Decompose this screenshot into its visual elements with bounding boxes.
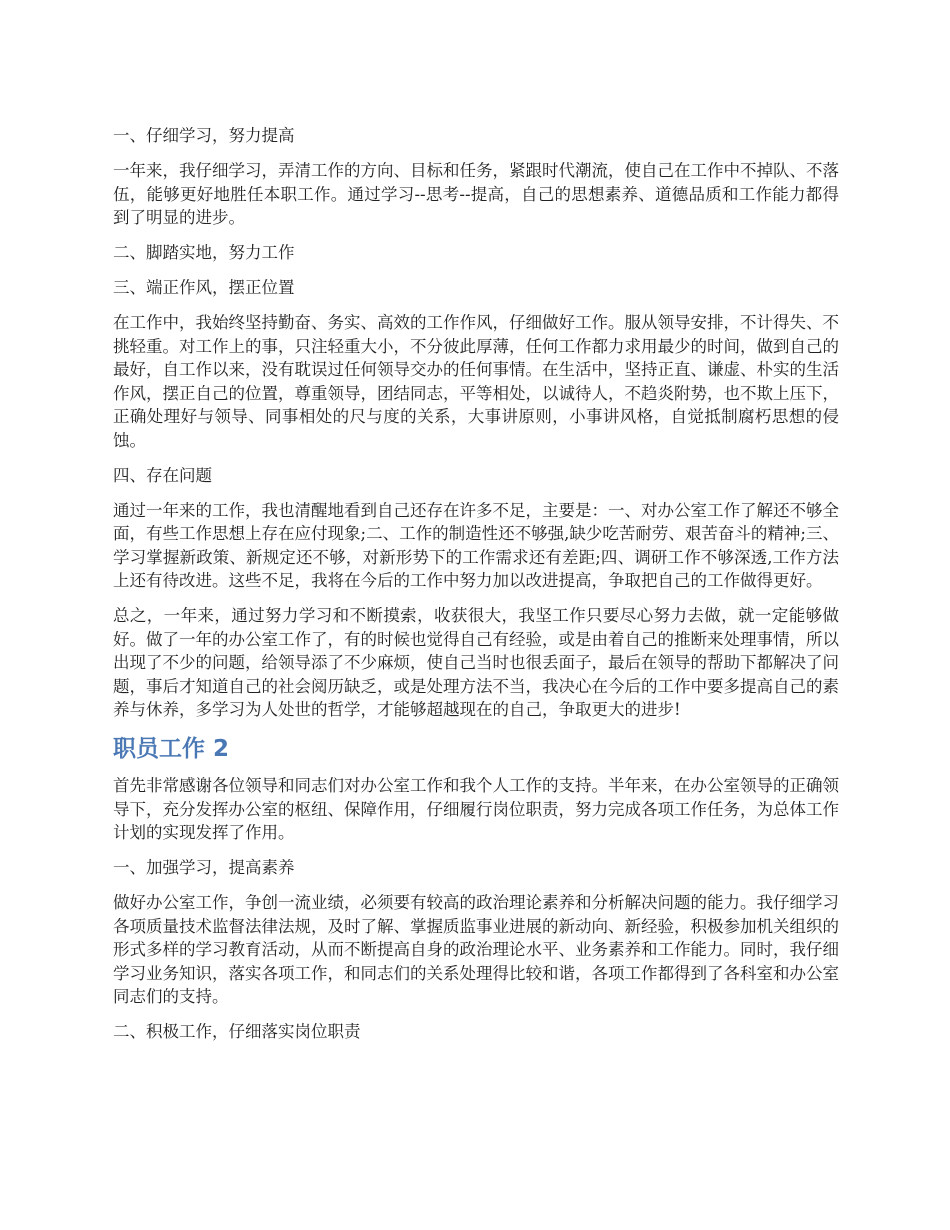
paragraph: 通过一年来的工作，我也清醒地看到自己还存在许多不足，主要是：一、对办公室工作了解还不够全面，有些工作思想上存在应付现象;二、工作的制造性还不够强,缺少吃苦耐劳、艰苦奋斗的精神;三、学习掌握新政策、新规定还不够，对新形势下的工作需求还有差距;四、调研工作不够深透,工作方法上还有待改进。这些不足，我将在今后的工作中努力加以改进提高，争取把自己的工作做得更好。 (113, 500, 839, 590)
section-heading: 三、端正作风，摆正位置 (113, 278, 295, 297)
paragraph: 一年来，我仔细学习，弄清工作的方向、目标和任务，紧跟时代潮流，使自己在工作中不掉队、不落伍，能够更好地胜任本职工作。通过学习--思考--提高，自己的思想素养、道德品质和工作能力都得到了明显的进步。 (113, 161, 839, 227)
paragraph: 在工作中，我始终坚持勤奋、务实、高效的工作作风，仔细做好工作。服从领导安排，不计得失、不挑轻重。对工作上的事，只注轻重大小，不分彼此厚薄，任何工作都力求用最少的时间，做到自己的最好，自工作以来，没有耽误过任何领导交办的任何事情。在生活中，坚持正直、谦虚、朴实的生活作风，摆正自己的位置，尊重领导，团结同志，平等相处，以诚待人，不趋炎附势，也不欺上压下，正确处理好与领导、同事相处的尺与度的关系，大事讲原则，小事讲风格，自觉抵制腐朽思想的侵蚀。 (113, 313, 839, 450)
paragraph: 首先非常感谢各位领导和同志们对办公室工作和我个人工作的支持。半年来，在办公室领导的正确领导下，充分发挥办公室的枢纽、保障作用，仔细履行岗位职责，努力完成各项工作任务，为总体工作计划的实现发挥了作用。 (113, 776, 839, 842)
document-section-title: 职员工作 2 (113, 736, 230, 762)
section-heading: 四、存在问题 (113, 465, 212, 485)
document-body (113, 124, 839, 1055)
section-heading: 二、脚踏实地，努力工作 (113, 243, 295, 262)
section-heading: 二、积极工作，仔细落实岗位职责 (113, 1022, 361, 1041)
paragraph: 做好办公室工作，争创一流业绩，必须要有较高的政治理论素养和分析解决问题的能力。我仔细学习各项质量技术监督法律法规，及时了解、掌握质监事业进展的新动向、新经验，积极参加机关组织的形式多样的学习教育活动，从而不断提高自身的政治理论水平、业务素养和工作能力。同时，我仔细学习业务知识，落实各项工作，和同志们的关系处理得比较和谐，各项工作都得到了各科室和办公室同志们的支持。 (113, 893, 839, 1006)
paragraph: 总之，一年来，通过努力学习和不断摸索，收获很大，我坚工作只要尽心努力去做，就一定能够做好。做了一年的办公室工作了，有的时候也觉得自己有经验，或是由着自己的推断来处理事情，所以出现了不少的问题，给领导添了不少麻烦，使自己当时也很丢面子，最后在领导的帮助下都解决了问题，事后才知道自己的社会阅历缺乏，或是处理方法不当，我决心在今后的工作中要多提高自己的素养与休养，多学习为人处世的哲学，才能够超越现在的自己，争取更大的进步! (113, 606, 839, 719)
section-heading: 一、加强学习，提高素养 (113, 858, 295, 877)
section-heading: 一、仔细学习，努力提高 (113, 126, 295, 145)
